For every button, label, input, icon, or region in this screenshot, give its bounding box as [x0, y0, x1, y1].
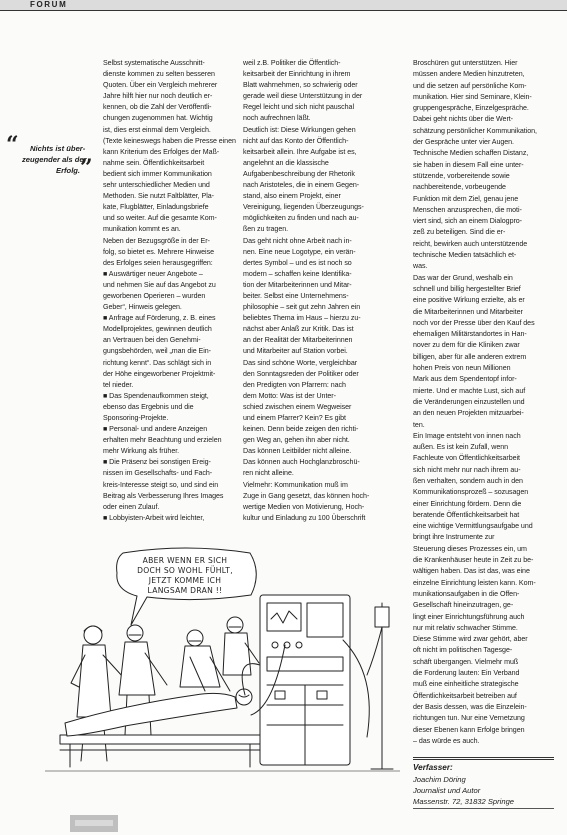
text-line: ehemaligen Militärstandortes in Han- — [413, 330, 527, 339]
text-line: nen. Eine neue Logotype, ein verän- — [243, 247, 356, 256]
text-line: der Basis dessen, was die Einzelein- — [413, 702, 527, 711]
text-line: – das würde es auch. — [413, 736, 480, 745]
text-line: Diese Stimme wird zwar gehört, aber — [413, 635, 528, 644]
text-line: chungen zugenommen hat. Wichtig — [103, 114, 213, 123]
text-line: Das geht nicht ohne Arbeit nach in- — [243, 236, 352, 245]
text-line: beratende Öffentlichkeitsarbeit hat — [413, 510, 520, 519]
author-role: Journalist und Autor — [413, 786, 481, 795]
text-line: reicht, bewirken auch unterstützende — [413, 239, 528, 248]
text-line: Ein Image entsteht von innen nach — [413, 431, 521, 440]
text-line: viert sind, sich an einem Dialogpro- — [413, 217, 522, 226]
text-line: beiter. Selbst eine Unternehmens- — [243, 291, 349, 300]
text-line: Vereinigung, liegenden Überzeugungs- — [243, 203, 364, 212]
text-line: richtungen tun. Nur eine Vernetzung — [413, 714, 525, 723]
quote-open-mark: “ — [6, 132, 19, 158]
text-line: an Vertrauen bei den Genehmi- — [103, 336, 201, 345]
text-line: Broschüren gut unterstützen. Hier — [413, 59, 518, 67]
text-line: die Krankenhäuser heute in Zeit zu be- — [413, 556, 534, 565]
text-line: keitsarbeit der Einrichtung in ihrem — [243, 70, 351, 79]
text-line: Das können auch Hochglanzbroschü- — [243, 458, 360, 467]
text-line: mehr Wirkung als früher. — [103, 447, 180, 456]
doctor-figure-middle — [180, 630, 230, 691]
iv-pole — [367, 603, 393, 769]
text-line: nissen im Gesellschafts- und Fach- — [103, 469, 213, 478]
text-line: muß eine einheitliche strategische — [413, 680, 519, 689]
text-line: Das können Leitbilder nicht alleine. — [243, 447, 352, 456]
text-line: nicht auf das Konto der Öffentlich- — [243, 136, 349, 145]
text-line: Aufgabenbeschreibung der Rhetorik — [243, 169, 355, 178]
text-line: Neben der Bezugsgröße in der Er- — [103, 236, 210, 245]
header-rule — [0, 10, 567, 11]
text-line: Zuge in Gang gesetzt, das können hoch- — [243, 491, 370, 500]
text-line: Methoden. Sie nutzt Faltblätter, Pla- — [103, 192, 214, 201]
text-line: ■ Lobbyisten-Arbeit wird leichter, — [103, 513, 205, 522]
text-line: was. — [413, 262, 428, 271]
header-band — [0, 0, 567, 10]
text-line: oft nicht im politischen Tagesge- — [413, 646, 513, 655]
text-line: dem Motto: Was ist der Unter- — [243, 391, 336, 400]
text-line: den Sonntagsreden der Politiker oder — [243, 369, 359, 378]
text-line: gruppengespräche, Einzelgespräche. — [413, 104, 529, 113]
text-line: ren nicht alleine. — [243, 469, 294, 478]
text-line: richtung kennt“. Das schlägt sich in — [103, 358, 212, 367]
cartoon-illustration — [45, 545, 400, 800]
text-line: Vielmehr: Kommunikation muß im — [243, 480, 348, 489]
text-line: nur mit relativ schwacher Stimme. — [413, 623, 518, 632]
text-line: Gesellschaft hineinzutragen, ge- — [413, 601, 514, 610]
text-line: noch vor der Presse über den Kauf des — [413, 318, 535, 327]
text-line: bringt ihre Instrumente zur — [413, 533, 495, 542]
text-line: munikation kommt es an. — [103, 225, 181, 234]
text-line: gungsbehörden, weil „man die Ein- — [103, 347, 211, 356]
text-line: erhalten mehr Beachtung und erzielen — [103, 436, 222, 445]
section-title: FORUM — [30, 0, 68, 9]
author-label: Verfasser: — [413, 763, 453, 772]
text-line: ßen zu tragen. — [243, 225, 289, 234]
text-line: Selbst systematische Ausschnitt- — [103, 59, 205, 67]
speech-text-line: LANGSAM DRAN !! — [147, 586, 223, 595]
text-line: schäft übergangen. Vielmehr muß — [413, 657, 519, 666]
text-line: die Forderung lauten: Ein Verband — [413, 669, 520, 678]
text-line: den Predigten von Pfarrern: nach — [243, 380, 346, 389]
text-line: angelehnt an die klassische — [243, 158, 329, 167]
text-line: sich nicht mehr nur nach ihrem au- — [413, 465, 521, 474]
text-line: ■ Auswärtiger neuer Angebote – — [103, 269, 203, 278]
text-line: modern – schaffen keine Identifika- — [243, 269, 352, 278]
text-line: ßen verhalten, sondern auch in den — [413, 476, 523, 485]
text-line: möglichkeiten zu finden und nach au- — [243, 214, 359, 223]
text-line: ■ Anfrage auf Förderung, z. B. eines — [103, 314, 216, 323]
text-line: Deutlich ist: Diese Wirkungen gehen — [243, 125, 356, 134]
text-line: ■ Personal- und andere Anzeigen — [103, 425, 208, 434]
text-line: des Erfolges seien herausgegriffen: — [103, 258, 213, 267]
text-line: kate, Flugblätter, Einladungsbriefe — [103, 203, 209, 212]
text-line: ebenso das Ergebnis und die — [103, 402, 194, 411]
text-line: Mark aus dem Spendentopf infor- — [413, 375, 517, 384]
page-stamp — [70, 815, 118, 832]
text-line: ist, dies erst einmal dem Vergleich. — [103, 125, 211, 134]
text-line: Sponsoring-Projekte. — [103, 414, 169, 422]
text-line: nach Aristoteles, die in einem Gegen- — [243, 181, 360, 190]
text-line: mierte. Und er machte Lust, sich auf — [413, 386, 526, 395]
speech-text-line: ABER WENN ER SICH — [142, 556, 228, 565]
text-line: noch aufrechnen läßt. — [243, 114, 311, 123]
text-line: gen Weg an, gehen ihn aber nicht. — [243, 436, 350, 445]
text-line: die Veränderungen einzustellen und — [413, 397, 525, 406]
text-line: einzelne Einrichtung leisten kann. Kom- — [413, 578, 536, 587]
text-line: oder einen Zulauf. — [103, 502, 160, 511]
text-line: folg, so bietet es. Mehrere Hinweise — [103, 247, 214, 256]
text-line: dienste kommen zu selten besseren — [103, 70, 215, 79]
text-line: der Höhe eingeworbener Projektmit- — [103, 369, 216, 378]
text-line: müssen andere Medien hinzutreten, — [413, 70, 525, 79]
text-line: außen. Es ist kein Zufall, wenn — [413, 443, 509, 452]
text-line: an den neuen Projekten mitzuarbei- — [413, 409, 524, 418]
pull-quote-line: zeugender als der — [22, 155, 87, 164]
text-line: Regel leicht und sich nicht pauschal — [243, 103, 354, 112]
text-line: Geber“, Hinweis gelegen. — [103, 303, 182, 312]
text-line: an der Realität der Mitarbeiterinnen — [243, 336, 353, 345]
author-address: Massenstr. 72, 31832 Springe — [413, 797, 515, 806]
text-line: philosophie – seit gut zehn Jahren ein — [243, 303, 361, 312]
text-line: nahme sein. Öffentlichkeitsarbeit — [103, 158, 205, 167]
text-line: tel nieder. — [103, 380, 134, 389]
text-line: zeß zu beteiligen. Sind die er- — [413, 228, 506, 237]
text-line: und Mitarbeiter auf Station vorbei. — [243, 347, 348, 356]
quote-close-mark: ” — [80, 155, 93, 181]
text-line: schätzung persönlicher Kommunikation, — [413, 126, 537, 135]
author-divider — [413, 757, 554, 758]
text-line: wertige Medien von Motivierung, Hoch- — [243, 502, 365, 511]
text-line: keinen. Denn beide zeigen den richti- — [243, 425, 359, 434]
pull-quote-line: Erfolg. — [56, 166, 81, 175]
text-line: kann Kriterium des Erfolges der Maß- — [103, 147, 220, 156]
text-line: gerade weil diese Unterstützung in der — [243, 92, 363, 101]
text-line: Kommunikationsprozeß – sozusagen — [413, 488, 529, 497]
speech-text-line: JETZT KOMME ICH — [148, 576, 222, 585]
text-line: Jahre hilft hier nur noch deutlich er- — [103, 92, 213, 101]
text-line: Das sind schöne Worte, vergleichbar — [243, 358, 358, 367]
text-line: sie haben in diesem Fall eine unter- — [413, 160, 524, 169]
text-line: bedient sich immer Kommunikation — [103, 169, 212, 178]
text-line: hohen Preis von neun Millionen — [413, 364, 511, 373]
text-line: billigen, aber für alle anderen extrem — [413, 352, 527, 361]
text-line: sehr unterschiedlicher Medien und — [103, 181, 210, 190]
text-line: und so weiter. Auf die gesamte Kom- — [103, 214, 217, 223]
text-line: geworbenen Operieren – wurden — [103, 291, 206, 300]
text-line: technische Medien tatsächlich et- — [413, 251, 517, 260]
text-line: Dabei geht nichts über die Wert- — [413, 115, 513, 124]
text-line: Quoten. Über ein Vergleich mehrerer — [103, 81, 218, 90]
text-line: und einem Pfarrer? Kein? Es gibt — [243, 414, 346, 422]
text-line: dertes Symbol – und es ist noch so — [243, 258, 352, 267]
text-line: munikation. Hier sind Seminare, Klein- — [413, 92, 532, 101]
text-line: Blatt wahrnehmen, so schwierig oder — [243, 81, 358, 90]
text-column-2 — [243, 58, 377, 530]
text-column-1 — [103, 58, 237, 530]
text-line: ■ Die Präsenz bei sonstigen Ereig- — [103, 458, 211, 467]
text-line: ten. — [413, 420, 425, 429]
text-line: kultur und Einladung zu 100 Überschrift — [243, 513, 366, 522]
author-divider — [413, 759, 554, 760]
text-line: (Texte keineswegs haben die Presse einen — [103, 136, 236, 145]
text-line: eine wichtige Vermittlungsaufgabe und — [413, 522, 533, 531]
page-stamp-inner — [75, 820, 113, 826]
text-line: der Gespräche unter vier Augen. — [413, 138, 514, 147]
text-line: Steuerung dieses Prozesses ein, um — [413, 544, 527, 553]
text-line: dieser Ebenen kann Erfolge bringen — [413, 725, 525, 734]
text-column-3 — [413, 58, 554, 754]
text-line: schied zwischen einem Wegweiser — [243, 402, 352, 411]
text-line: tion der Mitarbeiterinnen und Mitar- — [243, 280, 352, 289]
text-line: keitsarbeit allein. Ihre Aufgabe ist es, — [243, 147, 357, 156]
text-line: nachbereitende, vorbeugende — [413, 183, 506, 192]
text-line: einer Einrichtung fördern. Denn die — [413, 499, 522, 508]
text-line: Beitrag als Verbesserung Ihres Images — [103, 491, 224, 500]
text-line: kreis-Interesse steigt so, und sind ein — [103, 480, 219, 489]
text-line: kennen, ob die Zahl der Veröffentli- — [103, 103, 212, 112]
text-line: Menschen anzusprechen, die moti- — [413, 205, 522, 214]
text-line: nächst aber Anlaß zur Kritik. Das ist — [243, 325, 354, 334]
text-line: Fachleute von Öffentlichkeitsarbeit — [413, 454, 520, 463]
speech-text-line: DOCH SO WOHL FÜHLT, — [137, 566, 233, 575]
text-line: munikationsaufgaben in die Offen- — [413, 589, 520, 598]
text-line: nover zu dem für die Kliniken zwar — [413, 341, 520, 350]
bed — [60, 735, 260, 767]
text-line: die Mitarbeiterinnen und Mitarbeiter — [413, 307, 523, 316]
text-line: wältigen haben. Das ist das, was eine — [413, 567, 530, 576]
doctor-figure-right — [223, 617, 259, 675]
author-name: Joachim Döring — [413, 775, 466, 784]
text-line: Technische Medien schaffen Distanz, — [413, 149, 529, 158]
text-line: Funktion mit dem Ziel, genau jene — [413, 194, 519, 203]
text-line: ■ Das Spendenaufkommen steigt, — [103, 391, 209, 400]
text-line: und die setzen auf persönliche Kom- — [413, 81, 527, 90]
text-line: beliebtes Thema im Haus – hierzu zu- — [243, 314, 361, 323]
text-line: stützende, vorbereitende sowie — [413, 171, 510, 180]
text-line: weil z.B. Politiker die Öffentlich- — [243, 59, 341, 67]
text-line: stand, also einem Projekt, einer — [243, 192, 341, 201]
text-line: eine positive Wirkung erzielte, als er — [413, 296, 525, 305]
pull-quote-line: Nichts ist über- — [30, 144, 86, 153]
text-line: Modellprojektes, gewinnen deutlich — [103, 325, 212, 334]
text-line: und nehmen Sie auf das Angebot zu — [103, 280, 216, 289]
text-line: schnell und billig hergestellter Brief — [413, 284, 521, 293]
medical-machine — [260, 595, 350, 765]
author-underline — [413, 808, 554, 809]
text-line: lingt einer Einrichtungsführung auch — [413, 612, 525, 621]
text-line: Das war der Grund, weshalb ein — [413, 273, 513, 282]
text-line: Öffentlichkeitsarbeit betreiben auf — [413, 691, 517, 700]
